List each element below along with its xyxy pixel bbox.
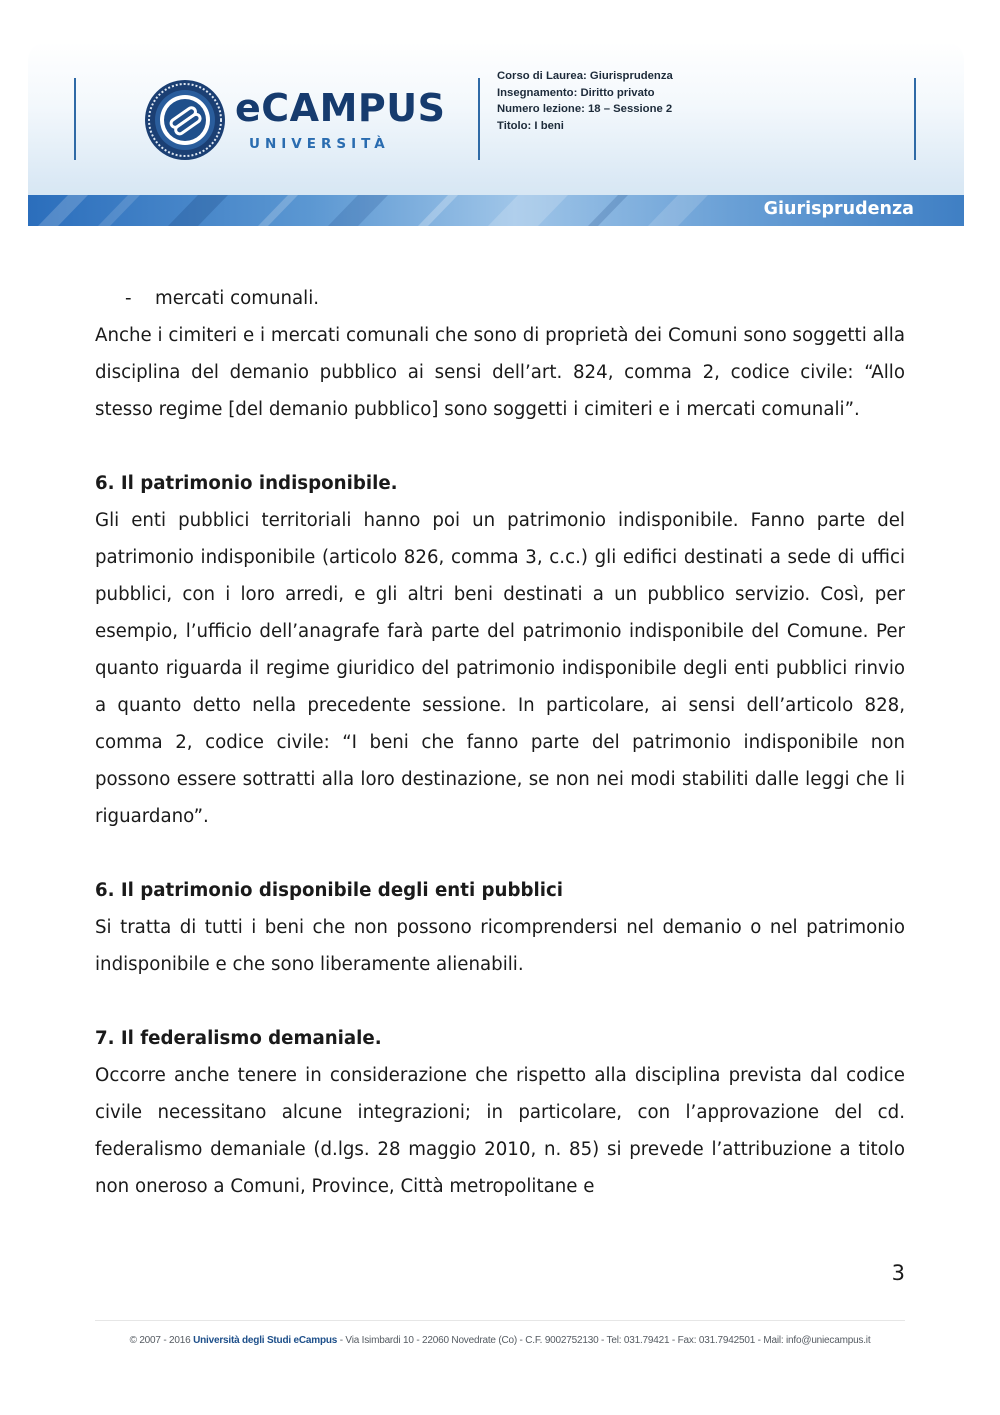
course-info — [497, 68, 673, 134]
page-footer — [0, 1335, 1000, 1346]
document-body — [95, 280, 905, 1205]
course-degree: Corso di Laurea: Giurisprudenza — [497, 70, 673, 82]
course-lesson-title: Titolo: I beni — [497, 119, 564, 132]
header-divider-left — [74, 78, 76, 160]
header-band — [28, 195, 964, 226]
paragraph-gap — [95, 835, 905, 872]
footer-university: Università degli Studi eCampus — [193, 1335, 338, 1346]
band-title: Giurisprudenza — [763, 199, 914, 219]
paragraph-patrimonio-indisponibile: Gli enti pubblici territoriali hanno poi un patrimonio indisponibile. Fanno parte del patrimonio indisponibile (articolo 826, comma 3, c.c.) gli edifici destinati a sede di uffici pubblici, con i loro arredi, e gli altri beni destinati a un pubblico servizio. Così, per esempio, l’ufficio dell’anagrafe farà parte del patrimonio indisponibile del Comune. Per quanto riguarda il regime giuridico del patrimonio indisponibile degli enti pubblici rinvio a quanto detto nella precedente sessione. In particolare, ai sensi dell’articolo 828, comma 2, codice civile: “I beni che fanno parte del patrimonio indisponibile non possono essere sottratti alla loro destinazione, se non nei modi stabiliti dalle leggi che li riguardano”. — [95, 510, 905, 827]
logo-wordmark: eCAMPUS — [235, 86, 446, 130]
page-number: 3 — [891, 1261, 905, 1285]
list-item — [95, 280, 905, 317]
paragraph-gap — [95, 983, 905, 1020]
header-divider-right — [914, 78, 916, 160]
list-item-text: mercati comunali. — [155, 288, 320, 309]
ecampus-seal-icon — [143, 78, 227, 162]
heading-patrimonio-indisponibile: 6. Il patrimonio indisponibile. — [95, 473, 398, 494]
paragraph-cimiteri: Anche i cimiteri e i mercati comunali che sono di proprietà dei Comuni sono soggetti alla disciplina del demanio pubblico ai sensi dell’art. 824, comma 2, codice civile: “Allo stesso regime [del demanio pubblico] sono soggetti i cimiteri e i mercati comunali”. — [95, 325, 905, 420]
header-divider-middle — [478, 78, 480, 160]
university-logo — [143, 78, 446, 164]
footer-details: - Via Isimbardi 10 - 22060 Novedrate (Co) - C.F. 9002752130 - Tel: 031.79421 - Fax: 031.7942501 - Mail: info@uniecampus.it — [337, 1335, 871, 1346]
heading-federalismo-demaniale: 7. Il federalismo demaniale. — [95, 1028, 382, 1049]
footer-divider — [95, 1320, 905, 1321]
paragraph-federalismo-demaniale: Occorre anche tenere in considerazione che rispetto alla disciplina prevista dal codice civile necessitano alcune integrazioni; in particolare, con l’approvazione del cd. federalismo demaniale (d.lgs. 28 maggio 2010, n. 85) si prevede l’attribuzione a titolo non oneroso a Comuni, Province, Città metropolitane e — [95, 1065, 905, 1197]
logo-subtitle: UNIVERSITÀ — [249, 136, 390, 152]
footer-copyright: © 2007 - 2016 — [129, 1335, 194, 1346]
page-header — [28, 42, 964, 226]
heading-patrimonio-disponibile: 6. Il patrimonio disponibile degli enti pubblici — [95, 880, 564, 901]
paragraph-patrimonio-disponibile: Si tratta di tutti i beni che non possono ricomprendersi nel demanio o nel patrimonio indisponibile e che sono liberamente alienabili. — [95, 917, 905, 975]
course-subject: Insegnamento: Diritto privato — [497, 86, 655, 99]
list-dash: - — [125, 288, 132, 309]
course-lesson-number: Numero lezione: 18 – Sessione 2 — [497, 103, 673, 115]
paragraph-gap — [95, 428, 905, 465]
